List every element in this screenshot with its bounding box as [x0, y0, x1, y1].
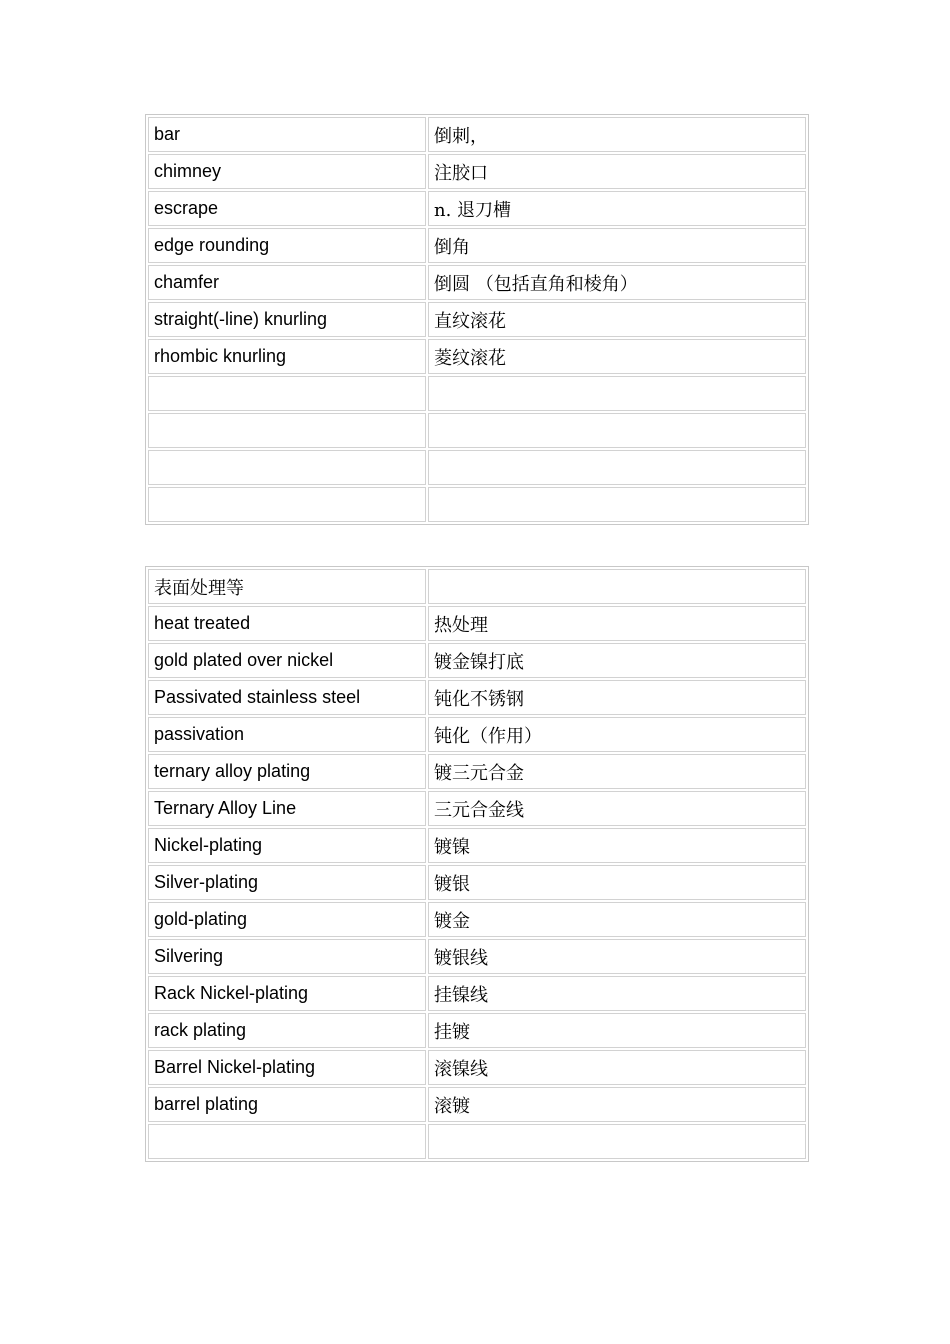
table-row	[147, 679, 807, 716]
term-chinese-cell: 镀金镍打底	[428, 643, 806, 678]
table-row	[147, 790, 807, 827]
table-row	[147, 1086, 807, 1123]
term-english-cell: escrape	[148, 191, 426, 226]
term-english-cell	[148, 1124, 426, 1159]
table-row	[147, 827, 807, 864]
term-chinese-cell: 镀金	[428, 902, 806, 937]
term-english-cell: Nickel-plating	[148, 828, 426, 863]
term-chinese-cell	[428, 413, 806, 448]
term-english-cell: Barrel Nickel-plating	[148, 1050, 426, 1085]
term-english-cell: Silver-plating	[148, 865, 426, 900]
term-chinese-cell	[428, 487, 806, 522]
term-chinese-cell: 倒刺，	[428, 117, 806, 152]
table-row	[147, 190, 807, 227]
term-chinese-cell: 注胶口	[428, 154, 806, 189]
term-chinese-cell: n. 退刀槽	[428, 191, 806, 226]
term-chinese-cell: 挂镍线	[428, 976, 806, 1011]
table-row	[147, 153, 807, 190]
glossary-table-surface-treatment	[145, 566, 809, 1162]
table-row	[147, 864, 807, 901]
term-english-cell: Silvering	[148, 939, 426, 974]
term-chinese-cell: 滚镍线	[428, 1050, 806, 1085]
table-row	[147, 116, 807, 153]
term-english-cell: Rack Nickel-plating	[148, 976, 426, 1011]
table-row	[147, 1012, 807, 1049]
table-row	[147, 227, 807, 264]
table-row	[147, 375, 807, 412]
glossary-table-machining	[145, 114, 809, 525]
term-english-cell: rack plating	[148, 1013, 426, 1048]
table-row	[147, 975, 807, 1012]
term-chinese-cell: 镀银线	[428, 939, 806, 974]
term-chinese-cell: 镀银	[428, 865, 806, 900]
table-row	[147, 938, 807, 975]
term-chinese-cell: 热处理	[428, 606, 806, 641]
term-chinese-cell: 镀镍	[428, 828, 806, 863]
term-english-cell: barrel plating	[148, 1087, 426, 1122]
table-row	[147, 642, 807, 679]
table-row	[147, 486, 807, 523]
term-english-cell: 表面处理等	[148, 569, 426, 604]
term-english-cell: bar	[148, 117, 426, 152]
table-row	[147, 412, 807, 449]
term-english-cell	[148, 450, 426, 485]
term-chinese-cell	[428, 569, 806, 604]
term-english-cell: chamfer	[148, 265, 426, 300]
term-english-cell: Passivated stainless steel	[148, 680, 426, 715]
term-english-cell: gold plated over nickel	[148, 643, 426, 678]
table-row	[147, 716, 807, 753]
term-chinese-cell	[428, 376, 806, 411]
table-row	[147, 568, 807, 605]
term-english-cell: ternary alloy plating	[148, 754, 426, 789]
term-english-cell: chimney	[148, 154, 426, 189]
term-english-cell	[148, 413, 426, 448]
term-chinese-cell: 滚镀	[428, 1087, 806, 1122]
table-row	[147, 301, 807, 338]
table-row	[147, 901, 807, 938]
term-english-cell: gold-plating	[148, 902, 426, 937]
term-english-cell: Ternary Alloy Line	[148, 791, 426, 826]
term-chinese-cell: 三元合金线	[428, 791, 806, 826]
term-chinese-cell: 倒圆 （包括直角和棱角）	[428, 265, 806, 300]
table-row	[147, 338, 807, 375]
term-chinese-cell: 钝化不锈钢	[428, 680, 806, 715]
term-english-cell: heat treated	[148, 606, 426, 641]
term-english-cell: edge rounding	[148, 228, 426, 263]
table-row	[147, 605, 807, 642]
table-row	[147, 449, 807, 486]
term-english-cell: straight(-line) knurling	[148, 302, 426, 337]
term-english-cell: rhombic knurling	[148, 339, 426, 374]
table-row	[147, 1049, 807, 1086]
term-english-cell: passivation	[148, 717, 426, 752]
term-chinese-cell: 挂镀	[428, 1013, 806, 1048]
term-chinese-cell: 倒角	[428, 228, 806, 263]
term-chinese-cell	[428, 1124, 806, 1159]
term-chinese-cell	[428, 450, 806, 485]
table-row	[147, 753, 807, 790]
term-english-cell	[148, 376, 426, 411]
term-chinese-cell: 镀三元合金	[428, 754, 806, 789]
term-chinese-cell: 菱纹滚花	[428, 339, 806, 374]
term-english-cell	[148, 487, 426, 522]
term-chinese-cell: 直纹滚花	[428, 302, 806, 337]
table-row	[147, 264, 807, 301]
term-chinese-cell: 钝化（作用）	[428, 717, 806, 752]
table-row	[147, 1123, 807, 1160]
